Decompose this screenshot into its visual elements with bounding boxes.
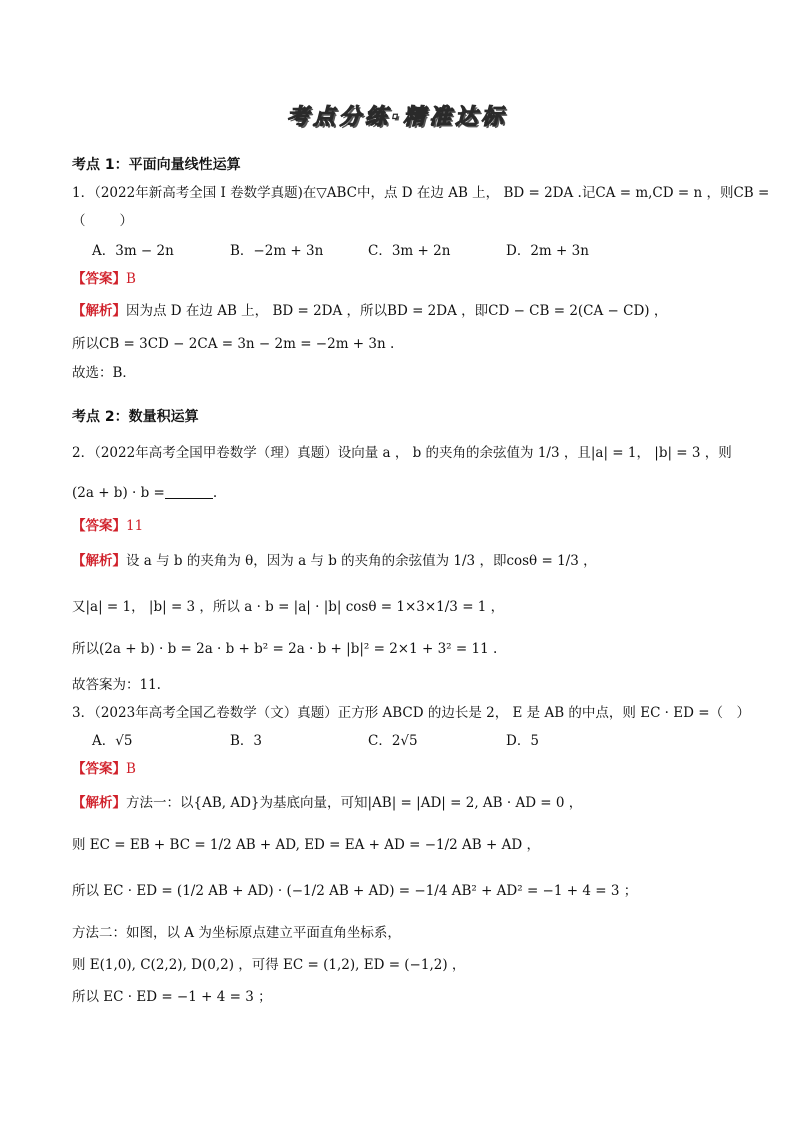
question-1-analysis-line-2: 所以CB = 3CD − 2CA = 3n − 2m = −2m + 3n . bbox=[72, 336, 395, 352]
question-2-answer bbox=[72, 515, 732, 537]
option-b: B．−2m + 3n bbox=[230, 243, 324, 259]
question-1-options bbox=[92, 240, 752, 262]
question-2-expression: (2a + b) · b = bbox=[72, 485, 165, 501]
question-1-answer bbox=[72, 268, 732, 290]
analysis-text: 因为点 D 在边 AB 上， BD = 2DA ，所以BD = 2DA ，即CD − CB = 2(CA − CD) ， bbox=[126, 303, 668, 319]
question-2-analysis-line-1 bbox=[72, 550, 732, 572]
option-c: C．2√5 bbox=[368, 733, 418, 749]
question-3-options bbox=[92, 730, 752, 752]
section-heading-2: 考点 2：数量积运算 bbox=[72, 409, 199, 425]
paren-close: ） bbox=[119, 213, 133, 229]
question-2-analysis-line-3: 所以(2a + b) · b = 2a · b + b² = 2a · b + |b|² = 2×1 + 3² = 11 . bbox=[72, 641, 498, 657]
option-d: D．5 bbox=[506, 733, 539, 749]
question-1-paren bbox=[72, 210, 732, 232]
question-3-analysis-line-3: 所以 EC · ED = (1/2 AB + AD) · (−1/2 AB + AD) = −1/4 AB² + AD² = −1 + 4 = 3 ； bbox=[72, 883, 638, 899]
analysis-tag: 【解析】 bbox=[72, 553, 126, 569]
answer-tag: 【答案】 bbox=[72, 518, 126, 534]
question-3-analysis-line-5: 则 E(1,0), C(2,2), D(0,2) ，可得 EC = (1,2), ED = (−1,2) ， bbox=[72, 957, 466, 973]
question-3-analysis-line-6: 所以 EC · ED = −1 + 4 = 3 ； bbox=[72, 989, 272, 1005]
page-title: 考点分练·精准达标 bbox=[286, 105, 508, 130]
option-b: B．3 bbox=[230, 733, 263, 749]
question-3-text: 3．（2023年高考全国乙卷数学（文）真题）正方形 ABCD 的边长是 2， E 是 AB 的中点，则 EC · ED =（ ） bbox=[72, 705, 751, 721]
question-2-analysis-line-2: 又|a| = 1， |b| = 3 ，所以 a · b = |a| · |b| cosθ = 1×3×1/3 = 1 ， bbox=[72, 599, 505, 615]
question-2-period: . bbox=[212, 485, 218, 501]
question-3-analysis-line-2: 则 EC = EB + BC = 1/2 AB + AD, ED = EA + AD = −1/2 AB + AD ， bbox=[72, 837, 540, 853]
answer-value: B bbox=[126, 271, 136, 287]
question-3-analysis-line-1 bbox=[72, 792, 732, 814]
question-1-text: 1．（2022年新高考全国 I 卷数学真题)在▽ABC中，点 D 在边 AB 上， BD = 2DA .记CA = m,CD = n ，则CB = bbox=[72, 185, 770, 201]
question-2-analysis-line-4: 故答案为：11. bbox=[72, 677, 161, 693]
analysis-text: 设 a 与 b 的夹角为 θ，因为 a 与 b 的夹角的余弦值为 1/3 ，即cosθ = 1/3 ， bbox=[126, 553, 597, 569]
answer-tag: 【答案】 bbox=[72, 271, 126, 287]
answer-value: 11 bbox=[126, 518, 144, 534]
question-2-text-2 bbox=[72, 482, 732, 504]
question-3-analysis-line-4: 方法二：如图，以 A 为坐标原点建立平面直角坐标系， bbox=[72, 925, 401, 941]
option-a: A．√5 bbox=[92, 733, 133, 749]
analysis-tag: 【解析】 bbox=[72, 795, 126, 811]
analysis-tag: 【解析】 bbox=[72, 303, 126, 319]
analysis-text: 方法一：以{AB, AD}为基底向量，可知|AB| = |AD| = 2, AB · AD = 0 ， bbox=[126, 795, 583, 811]
answer-tag: 【答案】 bbox=[72, 761, 126, 777]
section-heading-1: 考点 1：平面向量线性运算 bbox=[72, 157, 241, 173]
question-2-text: 2．（2022年高考全国甲卷数学（理）真题）设向量 a ， b 的夹角的余弦值为 1/3 ，且|a| = 1， |b| = 3 ，则 bbox=[72, 445, 732, 461]
question-1-analysis-line-3: 故选：B． bbox=[72, 365, 136, 381]
option-c: C．3m + 2n bbox=[368, 243, 451, 259]
question-1-analysis-line-1 bbox=[72, 300, 732, 322]
answer-blank bbox=[165, 484, 213, 499]
paren-open: （ bbox=[72, 213, 86, 229]
question-3-answer bbox=[72, 758, 732, 780]
option-d: D．2m + 3n bbox=[506, 243, 589, 259]
option-a: A．3m − 2n bbox=[92, 243, 174, 259]
answer-value: B bbox=[126, 761, 136, 777]
